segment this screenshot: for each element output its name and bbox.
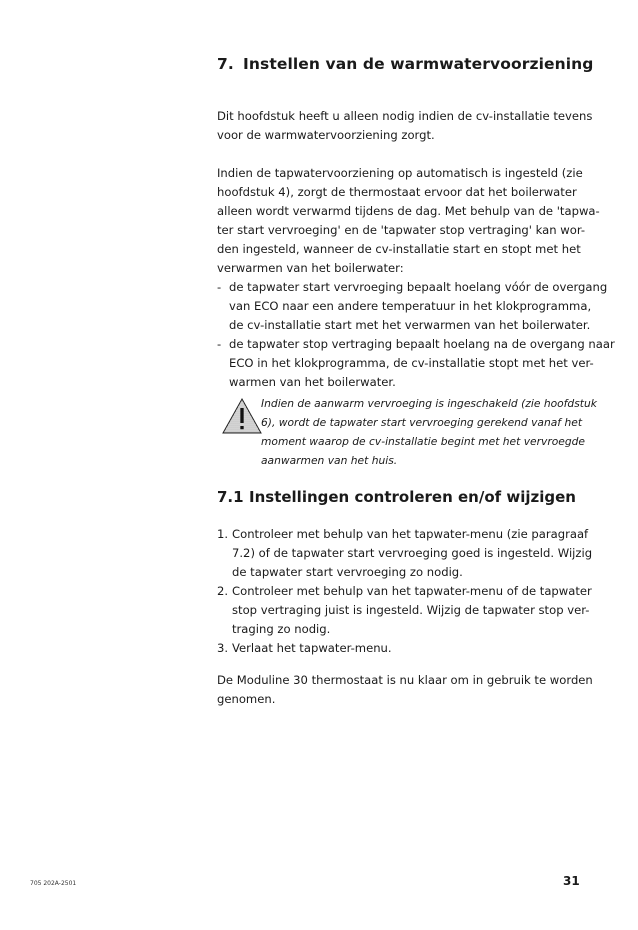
text-line: de cv-installatie start met het verwarmen van het boilerwater. bbox=[229, 318, 591, 332]
text-line: van ECO naar een andere temperatuur in het klokprogramma, bbox=[229, 299, 592, 313]
closing-paragraph bbox=[217, 671, 592, 709]
text-line: den ingesteld, wanneer de cv-installatie start en stopt met het bbox=[217, 242, 581, 256]
note-line: 6), wordt de tapwater start vervroeging gerekend vanaf het bbox=[261, 416, 583, 429]
chapter-heading bbox=[217, 55, 597, 73]
text-line: Dit hoofdstuk heeft u alleen nodig indien de cv-installatie tevens bbox=[217, 109, 593, 123]
text-line: alleen wordt verwarmd tijdens de dag. Met behulp van de 'tapwa- bbox=[217, 204, 600, 218]
step-item bbox=[217, 639, 592, 658]
bullet-item bbox=[217, 278, 608, 335]
text-line: de tapwater start vervroeging zo nodig. bbox=[232, 565, 463, 579]
note-line: moment waarop de cv-installatie begint met het vervroegde bbox=[261, 435, 585, 448]
section-title: Instellingen controleren en/of wijzigen bbox=[249, 488, 576, 506]
tapwater-paragraph bbox=[217, 164, 600, 278]
text-line: traging zo nodig. bbox=[232, 622, 331, 636]
dash-marker: - bbox=[217, 280, 222, 294]
text-line: ECO in het klokprogramma, de cv-installatie stopt met het ver- bbox=[229, 356, 594, 370]
text-line: Indien de tapwatervoorziening op automatisch is ingesteld (zie bbox=[217, 166, 583, 180]
document-code: 705 202A-2501 bbox=[30, 880, 77, 887]
text-line: 7.2) of de tapwater start vervroeging goed is ingesteld. Wijzig bbox=[232, 546, 593, 560]
text-line: warmen van het boilerwater. bbox=[229, 375, 396, 389]
text-line: Controleer met behulp van het tapwater-menu of de tapwater bbox=[232, 584, 592, 598]
bullet-item bbox=[217, 335, 615, 392]
step-item bbox=[217, 582, 592, 639]
text-line: de tapwater stop vertraging bepaalt hoelang na de overgang naar bbox=[229, 337, 615, 351]
step-number: 2. bbox=[217, 584, 229, 598]
note-line: Indien de aanwarm vervroeging is ingeschakeld (zie hoofdstuk bbox=[261, 397, 597, 410]
text-line: hoofdstuk 4), zorgt de thermostaat ervoor dat het boilerwater bbox=[217, 185, 577, 199]
chapter-title: Instellen van de warmwatervoorziening bbox=[243, 55, 594, 73]
intro-paragraph bbox=[217, 107, 592, 145]
text-line: verwarmen van het boilerwater: bbox=[217, 261, 404, 275]
step-item bbox=[217, 525, 592, 582]
step-number: 1. bbox=[217, 527, 229, 541]
note-line: aanwarmen van het huis. bbox=[261, 454, 398, 467]
dash-marker: - bbox=[217, 337, 222, 351]
text-line: genomen. bbox=[217, 692, 276, 706]
bullet-list bbox=[217, 278, 615, 392]
text-line: Verlaat het tapwater-menu. bbox=[232, 641, 392, 655]
section-number: 7.1 bbox=[217, 488, 244, 506]
text-line: Controleer met behulp van het tapwater-menu (zie paragraaf bbox=[232, 527, 589, 541]
text-line: stop vertraging juist is ingesteld. Wijzig de tapwater stop ver- bbox=[232, 603, 590, 617]
step-number: 3. bbox=[217, 641, 229, 655]
text-line: voor de warmwatervoorziening zorgt. bbox=[217, 128, 435, 142]
steps-list bbox=[217, 525, 592, 658]
warning-triangle-icon bbox=[221, 397, 263, 435]
warning-note bbox=[261, 394, 601, 470]
text-line: ter start vervroeging' en de 'tapwater stop vertraging' kan wor- bbox=[217, 223, 586, 237]
text-line: de tapwater start vervroeging bepaalt hoelang vóór de overgang bbox=[229, 280, 608, 294]
chapter-number: 7. bbox=[217, 55, 234, 73]
text-line: De Moduline 30 thermostaat is nu klaar om in gebruik te worden bbox=[217, 673, 593, 687]
page-number: 31 bbox=[563, 874, 580, 888]
section-heading bbox=[217, 488, 597, 506]
